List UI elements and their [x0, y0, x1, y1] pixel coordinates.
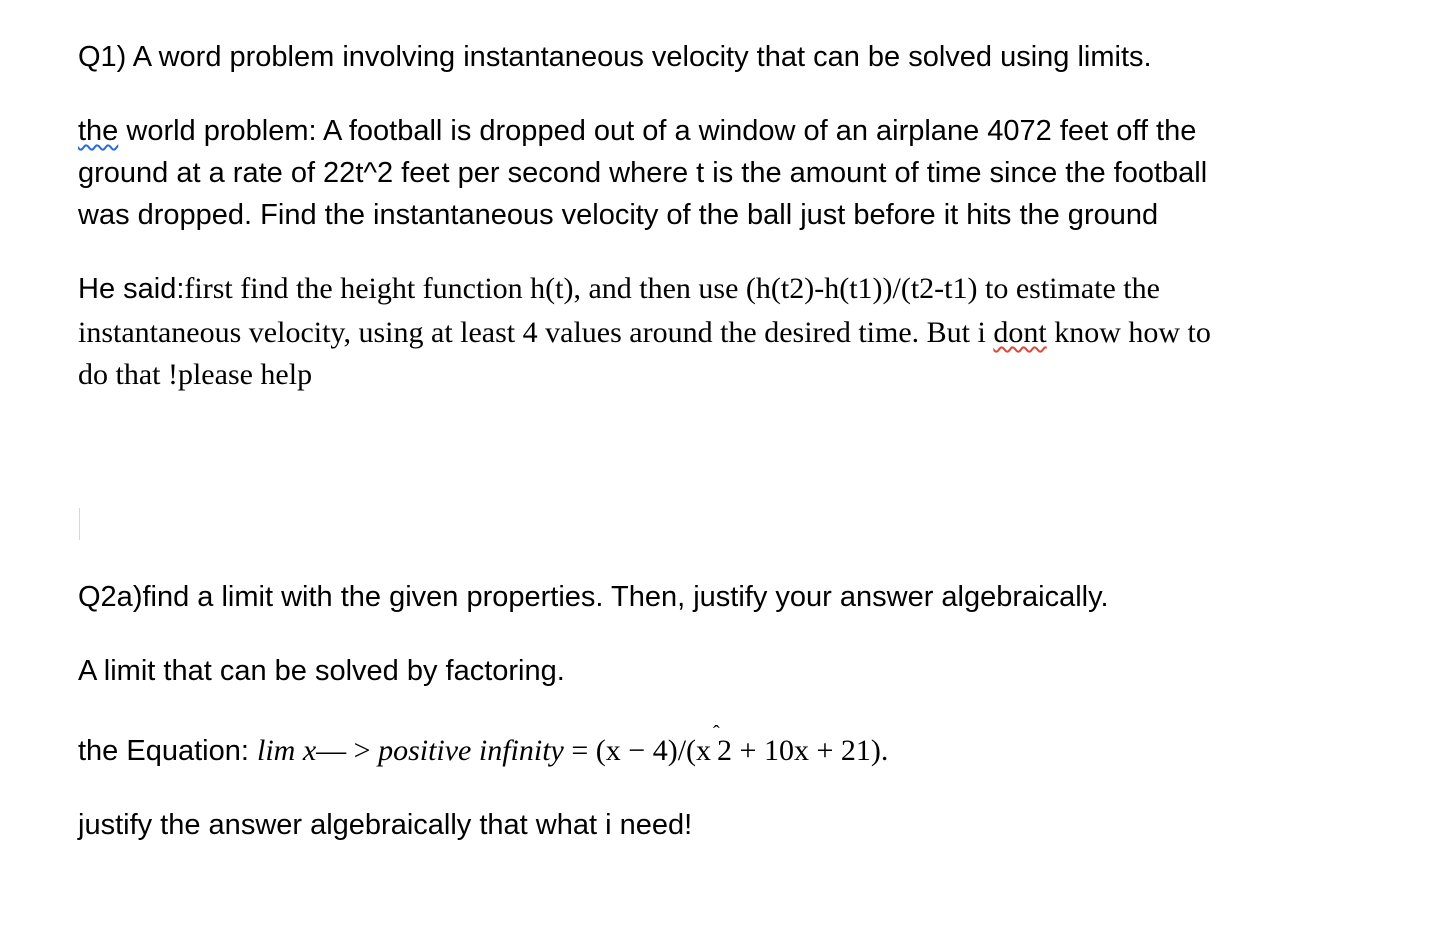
- said-label: He said:: [78, 273, 185, 305]
- q1-problem-line-1: [78, 110, 1196, 152]
- q1-problem-line-3: was dropped. Find the instantaneous velocity of the ball just before it hits the ground: [78, 199, 1159, 231]
- spellcheck-word-the[interactable]: the: [78, 115, 119, 147]
- q1-said-line-3: do that !please help: [78, 358, 313, 391]
- q1-heading: Q1) A word problem involving instantaneous velocity that can be solved using limits.: [78, 41, 1152, 73]
- q2a-subtitle: A limit that can be solved by factoring.: [78, 655, 565, 687]
- equation-label: the Equation:: [78, 735, 257, 767]
- spellcheck-word-dont[interactable]: dont: [993, 316, 1047, 349]
- equation-hat: ˆ: [713, 722, 720, 744]
- q2a-closing: justify the answer algebraically that what i need!: [78, 809, 693, 841]
- equation-caret: [711, 722, 720, 772]
- equation-rhs-start: = (x − 4)/(x: [563, 734, 712, 767]
- equation-rhs-end: 2 + 10x + 21).: [717, 734, 889, 767]
- said-line-1-text: first find the height function h(t), and then use (h(t2)-h(t1))/(t2-t1) to estimate the: [184, 272, 1160, 305]
- equation-arrow: — >: [316, 734, 379, 767]
- q1-said-line-2: [78, 312, 1211, 354]
- said-line-2-end: know how to: [1046, 316, 1211, 349]
- text-cursor: [79, 508, 80, 540]
- said-line-2-start: instantaneous velocity, using at least 4 values around the desired time. But i: [78, 316, 994, 349]
- equation: [256, 722, 889, 767]
- q2a-equation-line: [78, 722, 889, 772]
- equation-lim: lim x: [256, 734, 317, 767]
- q1-problem-line-2: ground at a rate of 22t^2 feet per second where t is the amount of time since the football: [78, 157, 1208, 189]
- q1-problem-line-1-text: world problem: A football is dropped out of a window of an airplane 4072 feet off the: [118, 115, 1197, 147]
- equation-phrase: positive infinity: [378, 734, 564, 767]
- q1-said-line-1: [78, 268, 1160, 310]
- q2a-heading: Q2a)find a limit with the given properties. Then, justify your answer algebraically.: [78, 581, 1109, 613]
